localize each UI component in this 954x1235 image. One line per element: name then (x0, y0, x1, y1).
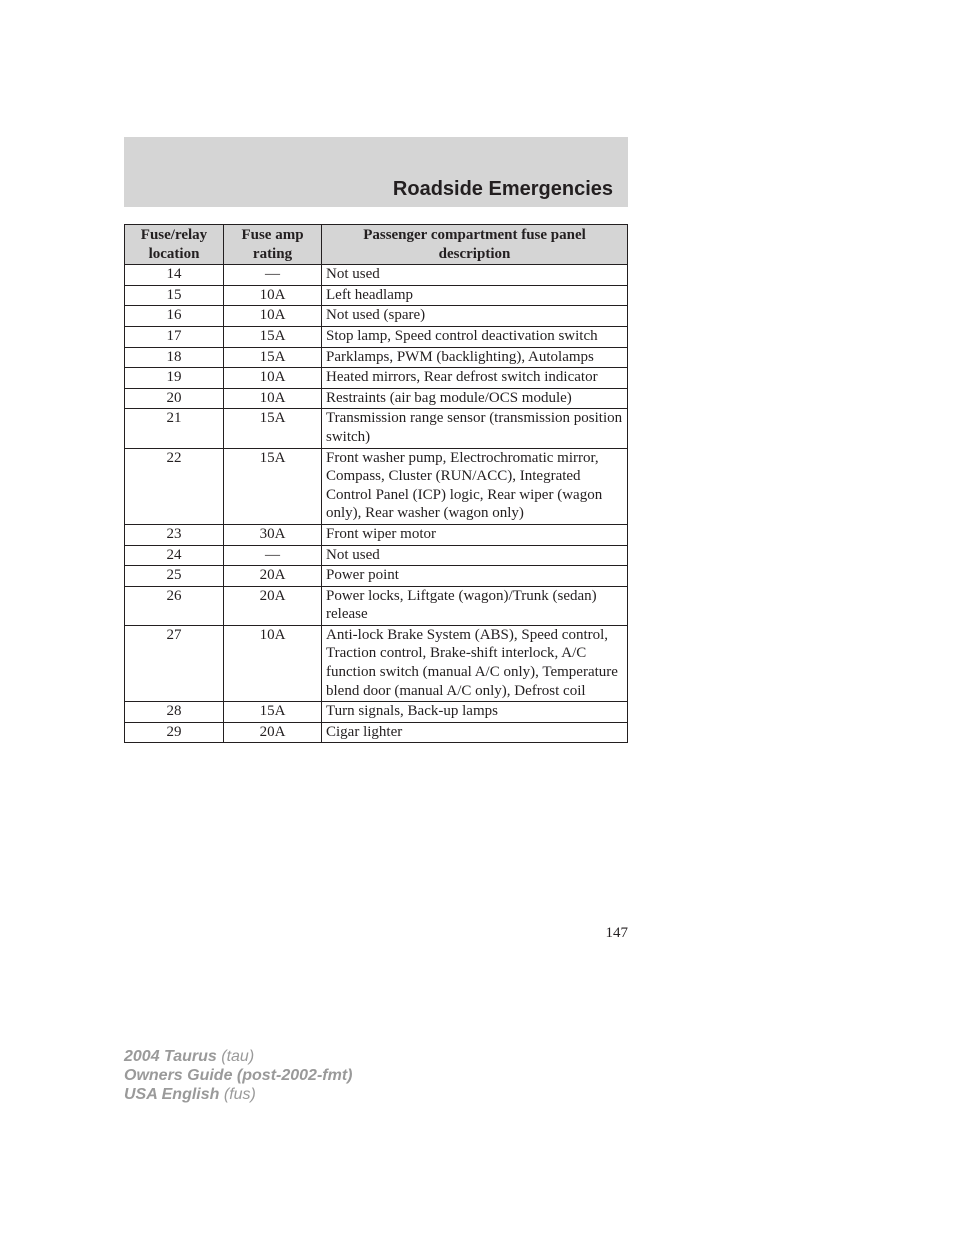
fuse-table (124, 224, 628, 743)
cell-description: Not used (322, 545, 628, 566)
column-header-amp-rating: Fuse amp rating (224, 225, 322, 265)
page-number: 147 (605, 925, 628, 941)
cell-description: Stop lamp, Speed control deactivation switch (322, 326, 628, 347)
cell-amp-rating: 10A (224, 388, 322, 409)
table-row (125, 625, 628, 701)
cell-location: 19 (125, 368, 224, 389)
cell-description: Restraints (air bag module/OCS module) (322, 388, 628, 409)
table-row (125, 285, 628, 306)
cell-description: Not used (322, 265, 628, 286)
footer-model: 2004 Taurus (124, 1048, 217, 1065)
cell-description: Cigar lighter (322, 722, 628, 743)
table-row (125, 524, 628, 545)
cell-amp-rating: 15A (224, 347, 322, 368)
footer-language-code: (fus) (223, 1086, 256, 1103)
cell-amp-rating: 15A (224, 702, 322, 723)
cell-amp-rating: 10A (224, 368, 322, 389)
cell-location: 29 (125, 722, 224, 743)
cell-amp-rating: 10A (224, 625, 322, 701)
footer-line-guide (124, 1066, 352, 1085)
document-footer (124, 1047, 352, 1104)
column-header-location: Fuse/relay location (125, 225, 224, 265)
cell-amp-rating: 20A (224, 722, 322, 743)
cell-amp-rating: 10A (224, 306, 322, 327)
cell-location: 14 (125, 265, 224, 286)
table-row (125, 388, 628, 409)
cell-location: 22 (125, 448, 224, 524)
cell-description: Power point (322, 566, 628, 587)
cell-location: 25 (125, 566, 224, 587)
table-row (125, 545, 628, 566)
cell-amp-rating: — (224, 545, 322, 566)
table-row (125, 306, 628, 327)
cell-location: 21 (125, 409, 224, 448)
cell-amp-rating: 15A (224, 326, 322, 347)
table-header-row (125, 225, 628, 265)
cell-description: Anti-lock Brake System (ABS), Speed control, Traction control, Brake-shift interlock, A/C function switch (manual A/C only), Temperature blend door (manual A/C only), Defrost coil (322, 625, 628, 701)
cell-location: 24 (125, 545, 224, 566)
table-row (125, 326, 628, 347)
cell-amp-rating: 10A (224, 285, 322, 306)
cell-description: Transmission range sensor (transmission position switch) (322, 409, 628, 448)
cell-amp-rating: 15A (224, 409, 322, 448)
cell-location: 27 (125, 625, 224, 701)
section-title: Roadside Emergencies (392, 178, 613, 200)
cell-description: Front washer pump, Electrochromatic mirror, Compass, Cluster (RUN/ACC), Integrated Control Panel (ICP) logic, Rear wiper (wagon only), Rear washer (wagon only) (322, 448, 628, 524)
cell-description: Turn signals, Back-up lamps (322, 702, 628, 723)
cell-description: Power locks, Liftgate (wagon)/Trunk (sedan) release (322, 586, 628, 625)
cell-description: Left headlamp (322, 285, 628, 306)
cell-description: Front wiper motor (322, 524, 628, 545)
table-row (125, 409, 628, 448)
cell-amp-rating: — (224, 265, 322, 286)
table-row (125, 586, 628, 625)
table-row (125, 265, 628, 286)
cell-location: 17 (125, 326, 224, 347)
footer-line-language (124, 1085, 352, 1104)
cell-description: Heated mirrors, Rear defrost switch indicator (322, 368, 628, 389)
cell-description: Parklamps, PWM (backlighting), Autolamps (322, 347, 628, 368)
cell-location: 28 (125, 702, 224, 723)
cell-location: 23 (125, 524, 224, 545)
table-row (125, 368, 628, 389)
column-header-description: Passenger compartment fuse panel description (322, 225, 628, 265)
cell-location: 16 (125, 306, 224, 327)
table-row (125, 722, 628, 743)
cell-amp-rating: 15A (224, 448, 322, 524)
table-row (125, 702, 628, 723)
footer-line-model (124, 1047, 352, 1066)
table-row (125, 347, 628, 368)
cell-description: Not used (spare) (322, 306, 628, 327)
cell-location: 18 (125, 347, 224, 368)
cell-amp-rating: 30A (224, 524, 322, 545)
cell-amp-rating: 20A (224, 586, 322, 625)
cell-location: 15 (125, 285, 224, 306)
footer-language: USA English (124, 1086, 220, 1103)
footer-model-code: (tau) (221, 1048, 255, 1065)
cell-location: 26 (125, 586, 224, 625)
table-row (125, 566, 628, 587)
cell-amp-rating: 20A (224, 566, 322, 587)
section-header-band (124, 137, 628, 207)
cell-location: 20 (125, 388, 224, 409)
table-row (125, 448, 628, 524)
footer-guide: Owners Guide (post-2002-fmt) (124, 1067, 353, 1084)
